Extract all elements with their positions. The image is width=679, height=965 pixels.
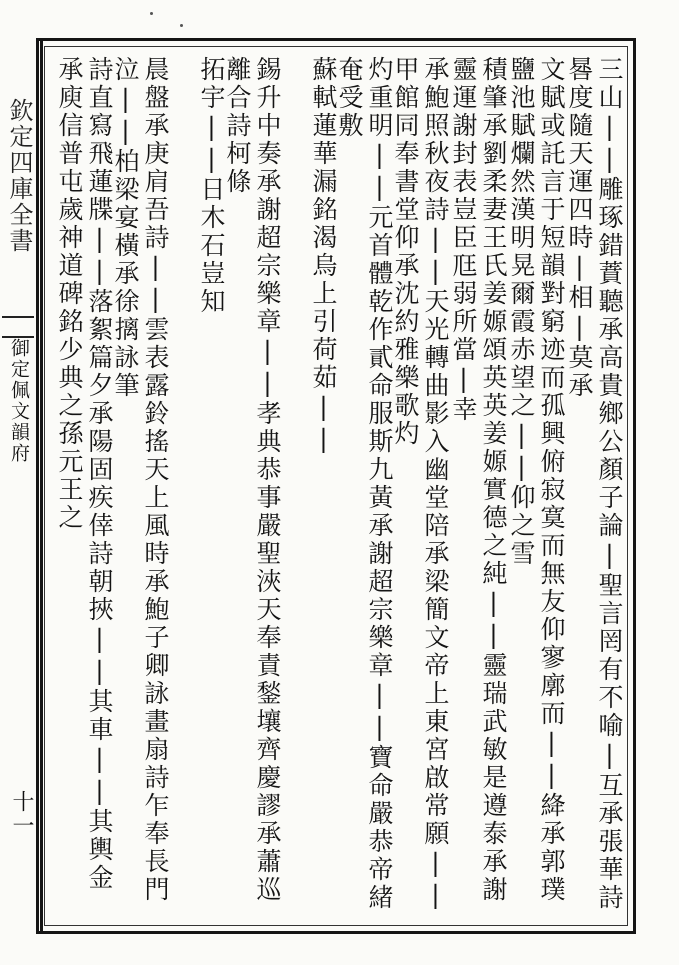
- text-column-7: 錫升中奏承謝超宗樂章||孝典恭事嚴聖浹天奉責鍫壤齊慶謬承蕭巡離合詩柯條: [223, 56, 282, 904]
- text-column-9: 晨盤承庚肩吾詩||雲表露鈴搖天上風時承鮑子卿詠畫扇詩乍奉長門泣||柏梁宴橫承徐摛詠筆: [111, 56, 170, 904]
- text-column-2: 文賦或託言于短韻對窮迹而孤興俯寂寞而無友仰寥廓而||絳承郭璞鹽池賦爛然漢明晃爾霞赤望之||仰之雪: [507, 56, 566, 904]
- text-column-1: 三山||雕琢錯蕡聽承高貴鄉公顏子論|聖言罔有不喻|互承張華詩晷度隨天運四時|相|莫承: [565, 56, 624, 912]
- text-column-10: 詩直寫飛蓮牒||落絮篇夕承陽固疾倖詩朝挾||其車||其輿金承庾信普屯歲神道碑銘少典之孫元王之: [55, 56, 114, 892]
- margin-book-title: 御定佩文韻府: [8, 338, 30, 464]
- text-column-6: 蘇軾蓮華漏銘渴烏上引荷茹||: [309, 56, 338, 456]
- margin-collection-title: 欽定四庫全書: [5, 98, 33, 254]
- text-body: [48, 50, 628, 925]
- folio-number: 十一: [9, 790, 34, 838]
- text-column-8: 拓宇||日木石豈知: [197, 56, 226, 316]
- scan-speck: [150, 12, 153, 15]
- text-column-5: 灼重明||元首體乾作貳命服斯九黃承謝超宗樂章||寶命嚴恭帝緒奄受敷: [335, 56, 394, 912]
- scan-speck: [180, 24, 183, 27]
- fishtail-marker: [2, 316, 34, 338]
- text-column-4: 承鮑照秋夜詩||天光轉曲影入幽堂陪承梁簡文帝上東宮啟常願||甲館同奉書堂仰承沈約雅樂歌灼: [391, 56, 450, 912]
- text-column-3: 積肇承劉柔妻王氏姜嫄頌英英姜嫄實德之純||靈瑞武敏是遵泰承謝靈運謝封表豈臣尫弱所當|幸: [449, 56, 508, 904]
